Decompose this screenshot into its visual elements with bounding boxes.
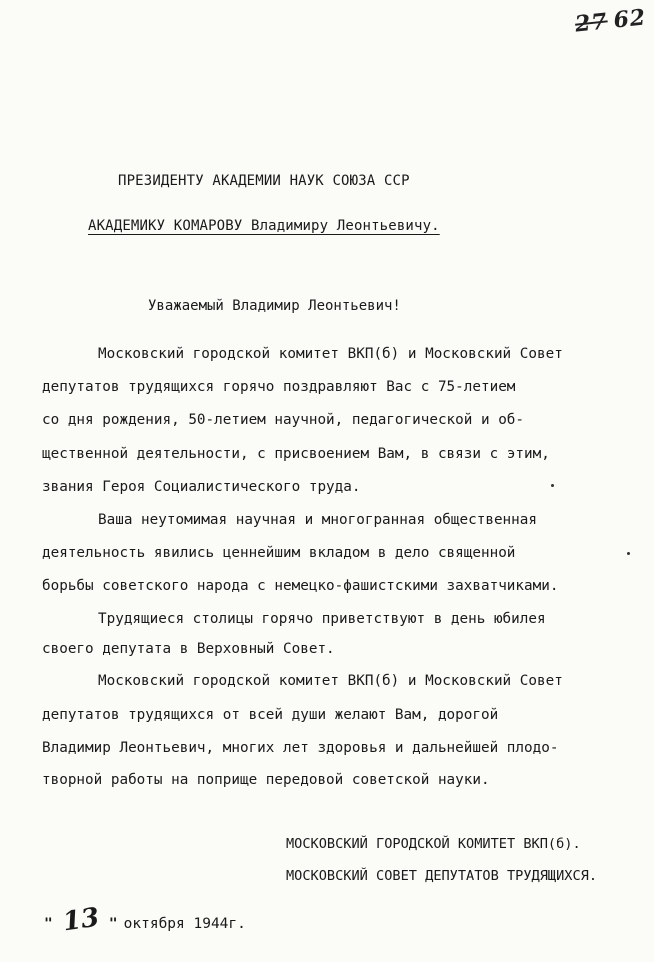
- body-line: со дня рождения, 50-летием научной, педагогической и об-: [42, 412, 525, 428]
- body-line: Московский городской комитет ВКП(б) и Московский Совет: [98, 673, 563, 689]
- body-line: Трудящиеся столицы горячо приветствуют в день юбилея: [98, 611, 546, 627]
- archive-page-number: [574, 4, 648, 37]
- body-line: Ваша неутомимая научная и многогранная общественная: [98, 512, 537, 528]
- archive-number-current: 62: [611, 4, 648, 34]
- body-line: депутатов трудящихся от всей души желают Вам, дорогой: [42, 707, 499, 723]
- address-line-academician: АКАДЕМИКУ КОМАРОВУ Владимиру Леонтьевичу.: [88, 218, 440, 234]
- body-line: звания Героя Социалистического труда.: [42, 479, 361, 495]
- signature-party-committee: МОСКОВСКИЙ ГОРОДСКОЙ КОМИТЕТ ВКП(б).: [286, 836, 581, 852]
- body-line: борьбы советского народа с немецко-фашистскими захватчиками.: [42, 578, 559, 594]
- body-line: деятельность явились ценнейшим вкладом в дело священной: [42, 545, 516, 561]
- date-close-quote: ": [108, 916, 118, 932]
- body-line: щественной деятельности, с присвоением Вам, в связи с этим,: [42, 446, 550, 462]
- signature-city-soviet: МОСКОВСКИЙ СОВЕТ ДЕПУТАТОВ ТРУДЯЩИХСЯ.: [286, 868, 597, 884]
- salutation: Уважаемый Владимир Леонтьевич!: [148, 298, 401, 314]
- body-line: Владимир Леонтьевич, многих лет здоровья и дальнейшей плодо-: [42, 740, 559, 756]
- ink-speck: [551, 484, 554, 487]
- body-line: депутатов трудящихся горячо поздравляют Вас с 75-летием: [42, 379, 516, 395]
- date-open-quote: ": [44, 916, 53, 932]
- date-day-handwritten: 13: [60, 902, 101, 938]
- address-line-president: ПРЕЗИДЕНТУ АКАДЕМИИ НАУК СОЮЗА ССР: [118, 173, 410, 189]
- body-line: Московский городской комитет ВКП(б) и Московский Совет: [98, 346, 563, 362]
- date-month-year: октября 1944г.: [123, 916, 246, 932]
- archive-number-struck: 27: [573, 8, 609, 38]
- body-line: творной работы на поприще передовой советской науки.: [42, 772, 490, 788]
- body-line: своего депутата в Верховный Совет.: [42, 641, 335, 657]
- ink-speck: [627, 552, 630, 555]
- document-date: [44, 902, 246, 938]
